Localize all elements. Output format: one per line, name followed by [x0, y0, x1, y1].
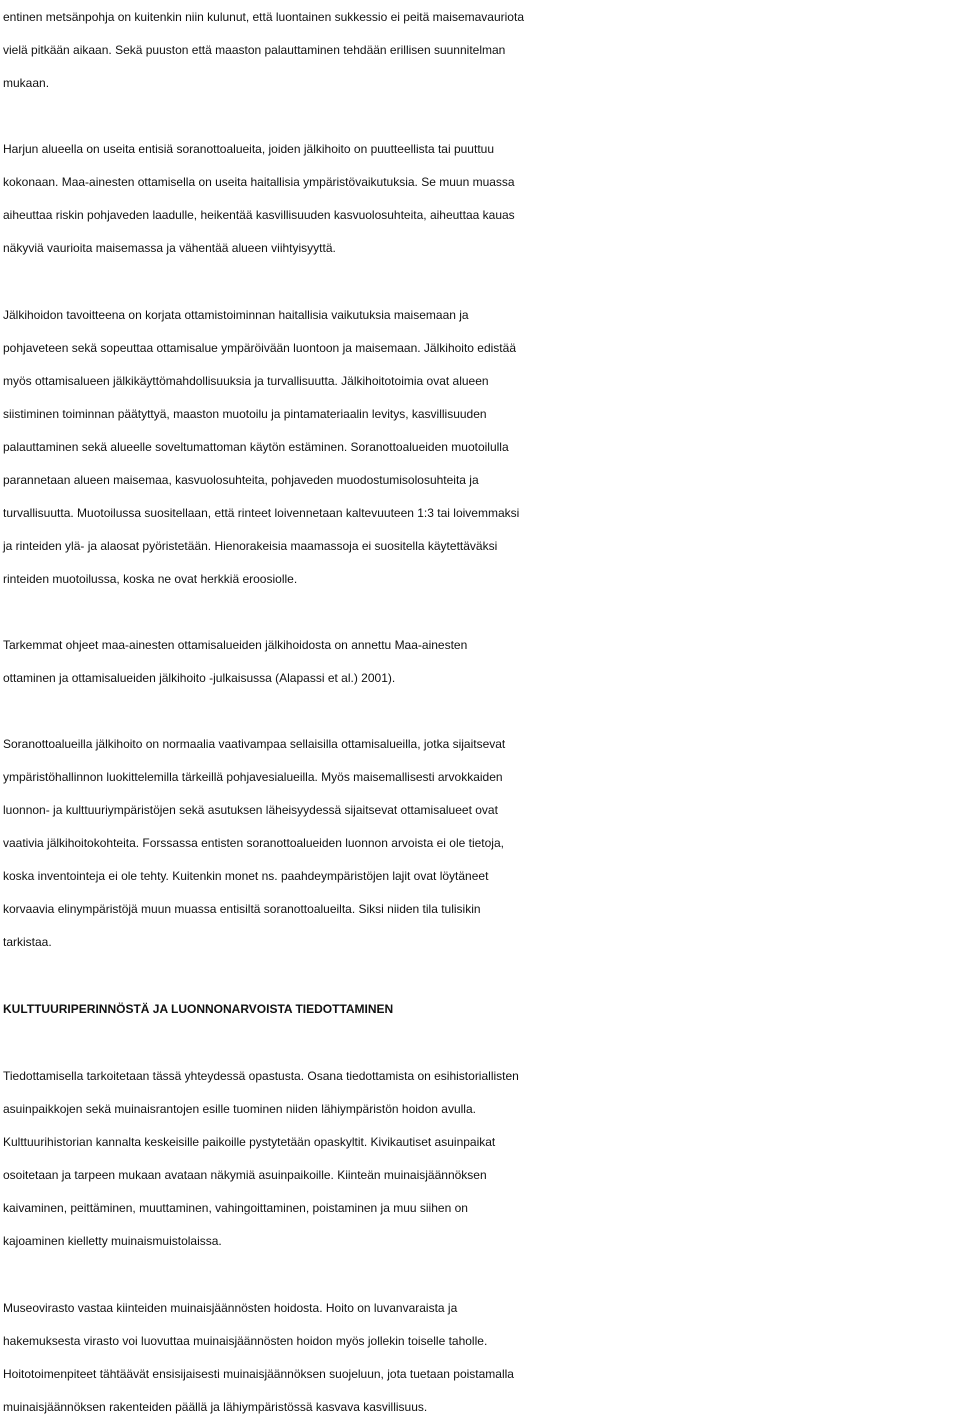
paragraph-2-line-3: aiheuttaa riskin pohjaveden laadulle, heikentää kasvillisuuden kasvuolosuhteita, aiheuttaa kauas	[3, 208, 515, 222]
paragraph-5-line-5: koska inventointeja ei ole tehty. Kuitenkin monet ns. paahdeympäristöjen lajit ovat löytäneet	[3, 869, 489, 883]
paragraph-6-line-1: Tiedottamisella tarkoitetaan tässä yhteydessä opastusta. Osana tiedottamista on esihistoriallisten	[3, 1069, 519, 1083]
paragraph-3-line-1: Jälkihoidon tavoitteena on korjata ottamistoiminnan haitallisia vaikutuksia maisemaan ja	[3, 308, 469, 322]
paragraph-7-line-1: Museovirasto vastaa kiinteiden muinaisjäännösten hoidosta. Hoito on luvanvaraista ja	[3, 1301, 458, 1315]
paragraph-1-line-1: entinen metsänpohja on kuitenkin niin kulunut, että luontainen sukkessio ei peitä maisemavauriota	[3, 10, 524, 24]
paragraph-1-line-3: mukaan.	[3, 76, 50, 90]
paragraph-3-line-4: siistiminen toiminnan päätyttyä, maaston muotoilu ja pintamateriaalin levitys, kasvillisuuden	[3, 407, 487, 421]
paragraph-3-line-9: rinteiden muotoilussa, koska ne ovat herkkiä eroosiolle.	[3, 572, 298, 586]
paragraph-2-line-4: näkyviä vaurioita maisemassa ja vähentää alueen viihtyisyyttä.	[3, 241, 336, 255]
paragraph-3-line-6: parannetaan alueen maisemaa, kasvuolosuhteita, pohjaveden muodostumisolosuhteita ja	[3, 473, 479, 487]
section-heading: KULTTUURIPERINNÖSTÄ JA LUONNONARVOISTA TIEDOTTAMINEN	[3, 1002, 394, 1016]
paragraph-7-line-4: muinaisjäännöksen rakenteiden päällä ja lähiympäristössä kasvava kasvillisuus.	[3, 1400, 428, 1414]
paragraph-7-line-2: hakemuksesta virasto voi luovuttaa muinaisjäännösten hoidon myös jollekin toiselle taholle.	[3, 1334, 488, 1348]
paragraph-4-line-1: Tarkemmat ohjeet maa-ainesten ottamisalueiden jälkihoidosta on annettu Maa-ainesten	[3, 638, 468, 652]
paragraph-5-line-1: Soranottoalueilla jälkihoito on normaalia vaativampaa sellaisilla ottamisalueilla, jotka sijaitsevat	[3, 737, 506, 751]
paragraph-1-line-2: vielä pitkään aikaan. Sekä puuston että maaston palauttaminen tehdään erillisen suunnitelman	[3, 43, 506, 57]
paragraph-3-line-3: myös ottamisalueen jälkikäyttömahdollisuuksia ja turvallisuutta. Jälkihoitotoimia ovat alueen	[3, 374, 489, 388]
paragraph-5-line-2: ympäristöhallinnon luokittelemilla tärkeillä pohjavesialueilla. Myös maisemallisesti arvokkaiden	[3, 770, 503, 784]
paragraph-2-line-1: Harjun alueella on useita entisiä soranottoalueita, joiden jälkihoito on puutteellista tai puuttuu	[3, 142, 494, 156]
paragraph-5-line-4: vaativia jälkihoitokohteita. Forssassa entisten soranottoalueiden luonnon arvoista ei ole tietoja,	[3, 836, 504, 850]
paragraph-6-line-5: kaivaminen, peittäminen, muuttaminen, vahingoittaminen, poistaminen ja muu siihen on	[3, 1201, 468, 1215]
paragraph-6-line-2: asuinpaikkojen sekä muinaisrantojen esille tuominen niiden lähiympäristön hoidon avulla.	[3, 1102, 476, 1116]
paragraph-3-line-8: ja rinteiden ylä- ja alaosat pyöristetään. Hienorakeisia maamassoja ei suositella käytettäväksi	[3, 539, 498, 553]
paragraph-6-line-3: Kulttuurihistorian kannalta keskeisille paikoille pystytetään opaskyltit. Kivikautiset asuinpaikat	[3, 1135, 496, 1149]
paragraph-6-line-6: kajoaminen kielletty muinaismuistolaissa.	[3, 1234, 222, 1248]
paragraph-5-line-3: luonnon- ja kulttuuriympäristöjen sekä asutuksen läheisyydessä sijaitsevat ottamisalueet ovat	[3, 803, 498, 817]
paragraph-2-line-2: kokonaan. Maa-ainesten ottamisella on useita haitallisia ympäristövaikutuksia. Se muun muassa	[3, 175, 515, 189]
paragraph-3-line-2: pohjaveteen sekä sopeuttaa ottamisalue ympäröivään luontoon ja maisemaan. Jälkihoito edistää	[3, 341, 516, 355]
paragraph-7-line-3: Hoitotoimenpiteet tähtäävät ensisijaisesti muinaisjäännöksen suojeluun, jota tuetaan poistamalla	[3, 1367, 514, 1381]
paragraph-5-line-6: korvaavia elinympäristöjä muun muassa entisiltä soranottoalueilta. Siksi niiden tila tulisikin	[3, 902, 481, 916]
paragraph-4-line-2: ottaminen ja ottamisalueiden jälkihoito -julkaisussa (Alapassi et al.) 2001).	[3, 671, 396, 685]
paragraph-3-line-5: palauttaminen sekä alueelle soveltumattoman käytön estäminen. Soranottoalueiden muotoilulla	[3, 440, 509, 454]
paragraph-3-line-7: turvallisuutta. Muotoilussa suositellaan, että rinteet loivennetaan kaltevuuteen 1:3 tai loivemmaksi	[3, 506, 520, 520]
paragraph-6-line-4: osoitetaan ja tarpeen mukaan avataan näkymiä asuinpaikoille. Kiinteän muinaisjäännöksen	[3, 1168, 487, 1182]
paragraph-5-line-7: tarkistaa.	[3, 935, 52, 949]
